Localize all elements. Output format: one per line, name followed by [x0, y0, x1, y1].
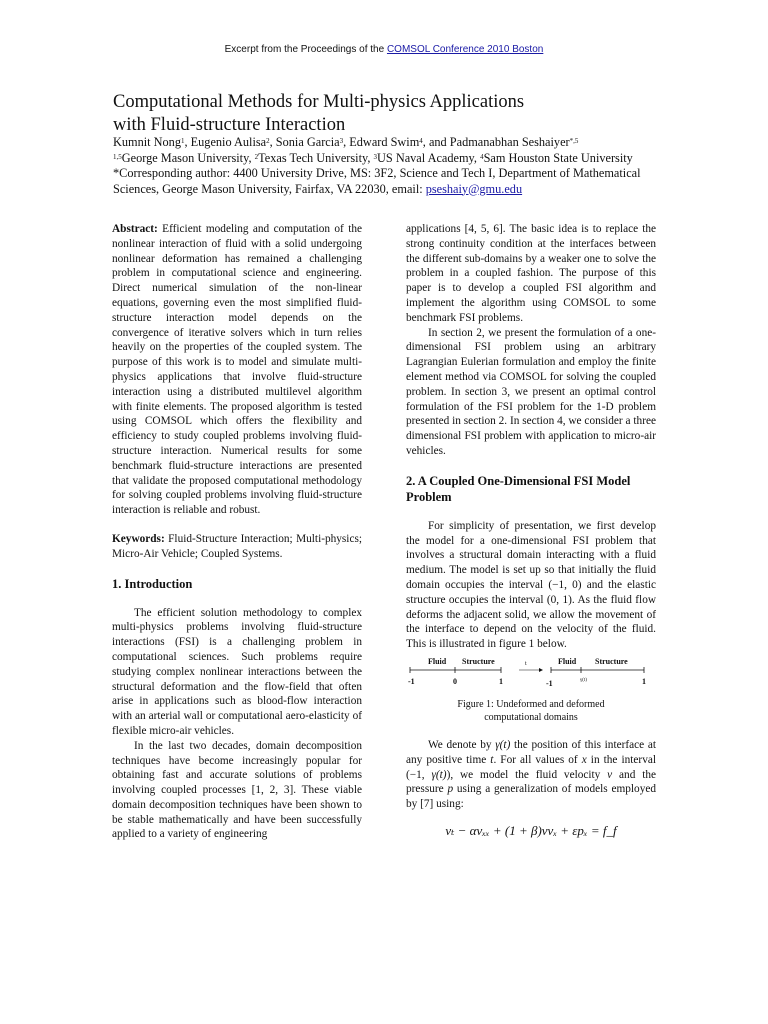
author-name: , Edward Swim	[343, 135, 420, 149]
affiliation-list	[113, 151, 673, 167]
left-tick-label: 0	[453, 676, 457, 686]
affiliation: Texas Tech University,	[258, 150, 374, 165]
author-name: , Eugenio Aulisa	[184, 135, 267, 149]
author-name: , Sonia Garcia	[269, 135, 340, 149]
sections-overview-paragraph: In section 2, we present the formulation of a one-dimensional FSI problem using an arbitrary Lagrangian Eulerian formulation and employ the finite element method via COMSOL for solving the coupled problem. In section 3, we present an optimal control formulation of the FSI problem for the 1-D problem presented in section 2. In section 4, we consider a three dimensional FSI problem with application to micro-air vehicles.	[406, 326, 656, 457]
keywords-paragraph	[112, 532, 362, 562]
right-column	[406, 222, 656, 839]
author-sup: 4	[419, 137, 423, 145]
conference-excerpt-header	[0, 44, 768, 55]
text-run: and the pressure	[406, 768, 656, 796]
intro-paragraph-1: The efficient solution methodology to complex multi-physics problems involving fluid-structure interactions (FSI) is a challenging problem in computational sciences. Such problems require studying complex nonlinear interactions between the structural deformation and the flow-field that often arise in applications such as blood-flow interaction with an arterial wall or computational aero-elasticity of flexible micro-air vehicles.	[112, 606, 362, 737]
author-list	[113, 135, 673, 151]
title-line-2: with Fluid-structure Interaction	[113, 115, 346, 135]
right-tick-label: γ(t)	[580, 677, 587, 683]
right-structure-label: Structure	[595, 656, 628, 666]
right-fluid-label: Fluid	[558, 656, 577, 666]
email-link[interactable]: pseshaiy@gmu.edu	[425, 181, 523, 196]
affiliation: US Naval Academy,	[377, 150, 481, 165]
math-x: x	[581, 753, 587, 766]
figure-1-caption	[406, 698, 656, 724]
affiliation-sup: 2	[254, 152, 259, 161]
text-run: We denote by	[428, 738, 496, 751]
corresponding-author-line-2	[113, 182, 673, 198]
left-structure-label: Structure	[462, 656, 495, 666]
author-sup: 1	[180, 137, 185, 145]
continued-paragraph: applications [4, 5, 6]. The basic idea is to replace the strong continuity condition at the interfaces between the different sub-domains by a weaker one to solve the problem in a coupled fashion. The purpose of this paper is to develop a coupled FSI algorithm and implement the algorithm using COMSOL to some benchmark FSI problems.	[406, 223, 656, 324]
introduction-heading: 1. Introduction	[112, 576, 193, 591]
keywords-label: Keywords:	[112, 532, 165, 545]
affiliation-sup: 4	[480, 152, 484, 161]
author-name: , and Padmanabhan Seshaiyer	[422, 135, 570, 149]
author-block	[113, 135, 673, 197]
math-t: t	[490, 753, 494, 766]
paper-title	[113, 91, 713, 137]
title-line-1: Computational Methods for Multi-physics Applications	[113, 92, 525, 112]
author-name: Kumnit Nong	[113, 135, 181, 149]
author-sup: 2	[266, 137, 270, 145]
left-column	[112, 222, 362, 842]
abstract-label: Abstract:	[112, 223, 158, 235]
right-tick-label: -1	[546, 678, 553, 688]
arrow-head-icon	[539, 668, 543, 672]
math-gamma: γ(t)	[431, 768, 447, 781]
author-sup: *,5	[569, 137, 579, 145]
section-2-heading: 2. A Coupled One-Dimensional FSI Model Problem	[406, 473, 631, 504]
math-v: v	[607, 768, 613, 781]
excerpt-prefix: Excerpt from the Proceedings of the	[224, 44, 387, 55]
left-fluid-label: Fluid	[428, 656, 447, 666]
text-run: using a generalization of models employed by [7] using:	[406, 783, 657, 811]
section-2-paragraph-1: For simplicity of presentation, we first develop the model for a one-dimensional FSI problem that involves a structural domain interacting with a fluid medium. The model is set up so that initially the fluid domain occupies the interval (−1, 0) and the elastic structure occupies the interval (0, 1). As the fluid flow deforms the adjacent solid, we allow the movement of the interface to depend on the velocity of the fluid. This is illustrated in figure 1 below.	[406, 519, 656, 651]
intro-paragraph-2: In the last two decades, domain decomposition techniques have become increasingly popular for obtaining fast and accurate solutions of problems involving coupled processes [1, 2, 3]. These viable domain decomposition techniques have been shown to be stable mathematically and have been successfully applied to a variety of engineering	[112, 739, 362, 841]
conference-link[interactable]: COMSOL Conference 2010 Boston	[386, 44, 544, 55]
keywords-text: Fluid-Structure Interaction; Multi-physics; Micro-Air Vehicle; Coupled Systems.	[112, 532, 362, 560]
left-tick-label: -1	[408, 676, 415, 686]
math-gamma: γ(t)	[495, 738, 511, 751]
right-tick-label: 1	[642, 676, 646, 686]
arrow-label: t	[525, 660, 527, 667]
section-2-paragraph-2	[406, 738, 656, 812]
corresponding-address: Sciences, George Mason University, Fairfax, VA 22030, email:	[113, 181, 426, 196]
text-run: the position of this interface at any positive time	[406, 738, 657, 766]
corresponding-author-line-1: *Corresponding author: 4400 University Drive, MS: 3F2, Science and Tech I, Department of Mathematical	[113, 166, 641, 180]
affiliation: Sam Houston State University	[483, 150, 633, 165]
text-run: . For all values of	[493, 753, 582, 766]
abstract-paragraph	[112, 222, 362, 518]
affiliation-sup: 1,5	[113, 152, 122, 161]
left-tick-label: 1	[499, 676, 503, 686]
text-run: in the interval (−1,	[406, 753, 656, 781]
affiliation: George Mason University,	[121, 150, 255, 165]
governing-equation: vₜ − αvₓₓ + (1 + β)vvₓ + εpₓ = f_f	[445, 822, 617, 838]
caption-line: computational domains	[484, 711, 578, 723]
abstract-text: Efficient modeling and computation of the nonlinear interaction of fluid with a solid undergoing nonlinear deformation has remained a challenging problem in computational science and engineering. Direct numerical simulation of the non-linear equations, governing even the most simplified fluid-structure interaction model depends on the convergence of iterative solvers which in turn relies heavily on the properties of the coupled system. The purpose of this work is to model and simulate multi-physics applications that involve fluid-structure interaction using a distributed multilevel algorithm with finite elements. The proposed algorithm is tested using COMSOL which offers the flexibility and efficiency to study coupled problems involving fluid-structure interaction. Numerical results for some benchmark fluid-structure interactions are presented that validate the proposed computational methodology for solving coupled problems involving fluid-structure interaction is reliable and robust.	[112, 223, 362, 517]
caption-line: Figure 1: Undeformed and deformed	[457, 698, 605, 710]
figure-1-domains-diagram	[406, 656, 656, 696]
text-run: ), we model the fluid velocity	[446, 768, 608, 781]
math-p: p	[447, 783, 454, 796]
affiliation-sup: 3	[373, 152, 378, 161]
author-sup: 3	[339, 137, 344, 145]
